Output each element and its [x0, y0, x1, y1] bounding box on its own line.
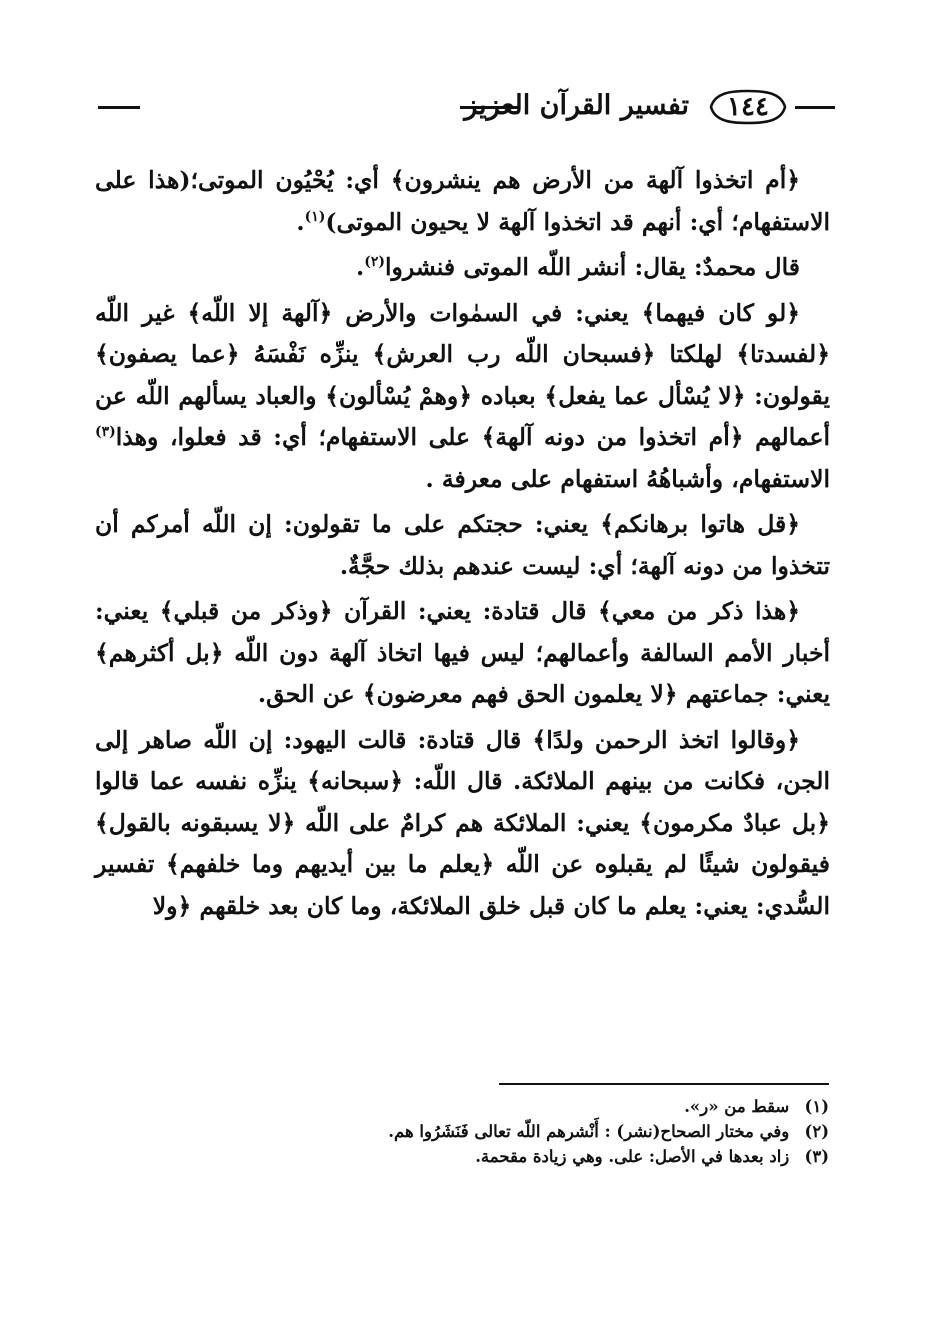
footnote-text: وفي مختار الصحاح(نشر) : أَنْشرهم اللّه تعالى فَنَشَرُوا هم. [388, 1122, 790, 1141]
footnote-number: (١) [804, 1097, 829, 1116]
footnote-text: زاد بعدها في الأصل: على. وهي زيادة مقحمة. [475, 1147, 790, 1166]
footnote [229, 1094, 829, 1119]
paragraph-text: ﴿قل هاتوا برهانكم﴾ يعني: حجتكم على ما تقولون: إن اللّه أمركم أن تتخذوا من دونه آلهة؛ أي: ليست عندهم بذلك حجَّةٌ. [95, 510, 830, 580]
paragraph [95, 247, 830, 289]
paragraph-text-end: الاستفهام، وأشباهُهُ استفهام على معرفة . [425, 464, 830, 493]
footnote-separator [499, 1083, 829, 1085]
paragraph-text: ﴿أم اتخذوا آلهة من الأرض هم ينشرون﴾ أي: يُحْيُون الموتى؛(هذا على الاستفهام؛ أي: أنهم قد اتخذوا آلهة لا يحيون الموتى) [95, 166, 830, 236]
paragraph [95, 591, 830, 716]
main-text [95, 160, 830, 931]
footnote [229, 1119, 829, 1144]
footnote-ref: (١) [304, 208, 326, 225]
footnote-number: (٢) [804, 1122, 829, 1141]
page-number: ١٤٤ [727, 92, 769, 122]
paragraph-text: قال محمدٌ: يقال: أنشر اللّه الموتى فنشروا [385, 253, 800, 281]
paragraph-text: ﴿وقالوا اتخذ الرحمن ولدًا﴾ قال قتادة: قالت اليهود: إن اللّه صاهر إلى الجن، فكانت من بينهم الملائكة. قال اللّه: ﴿سبحانه﴾ ينزِّه نفسه عما قالوا ﴿بل عبادٌ مكرمون﴾ يعني: الملائكة هم كرامٌ على اللّه ﴿لا يسبقونه بالقول﴾ فيقولون شيئًا لم يقبلوه عن اللّه ﴿يعلم ما بين أيديهم وما خلفهم﴾ تفسير السُّدي: يعني: يعلم ما كان قبل خلق الملائكة، وما كان بعد خلقهم ﴿ولا [95, 725, 830, 920]
header-rule-right [795, 106, 835, 109]
paragraph [95, 160, 830, 243]
footnote-ref: (٣) [95, 424, 116, 441]
paragraph-text: ﴿لو كان فيهما﴾ يعني: في السمٰوات والأرض ﴿آلهة إلا اللّه﴾ غير اللّه ﴿لفسدتا﴾ لهلكتا ﴿فسبحان اللّه رب العرش﴾ ينزِّه نَفْسَهُ ﴿عما يصفون﴾ يقولون: ﴿لا يُسْأل عما يفعل﴾ بعباده ﴿وهمْ يُسْألون﴾ والعباد يسألهم اللّه عن أعمالهم ﴿أم اتخذوا من دونه آلهة﴾ على الاستفهام؛ أي: قد فعلوا، وهذا [95, 298, 830, 451]
paragraph-text: ﴿هذا ذكر من معي﴾ قال قتادة: يعني: القرآن ﴿وذكر من قبلي﴾ يعني: أخبار الأمم السالفة وأعمالهم؛ ليس فيها اتخاذ آلهة دون اللّه ﴿بل أكثرهم﴾ يعني: جماعتهم ﴿لا يعلمون الحق فهم معرضون﴾ عن الحق. [95, 597, 830, 708]
header-rule-left [98, 106, 140, 109]
paragraph-text-end: . [296, 207, 305, 236]
page-number-frame [703, 88, 793, 126]
footnote-number: (٣) [804, 1147, 829, 1166]
paragraph-text-end: . [356, 253, 365, 281]
footnote-ref: (٢) [364, 254, 385, 271]
footnotes [229, 1094, 829, 1169]
page-header [90, 82, 835, 132]
paragraph [95, 504, 830, 587]
footnote-text: سقط من «ر». [684, 1097, 790, 1116]
running-title: تفسير القرآن العزيز [464, 90, 689, 121]
paragraph [95, 720, 830, 928]
paragraph [95, 293, 830, 501]
footnote [229, 1144, 829, 1169]
